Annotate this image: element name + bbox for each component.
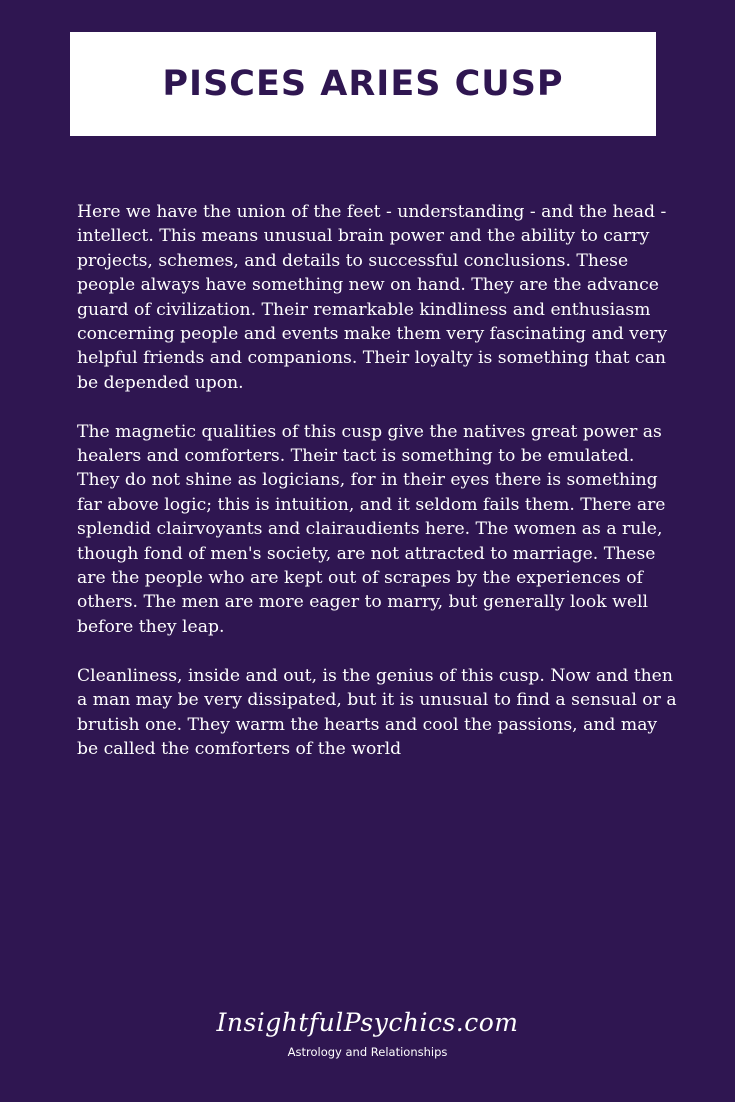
page-title: PISCES ARIES CUSP [162,64,564,104]
title-banner [70,32,656,136]
paragraph-1: Here we have the union of the feet - understanding - and the head - intellect. This means unusual brain power and the ability to carry projects, schemes, and details to successful conclusions. These people always have something new on hand. They are the advance guard of civilization. Their remarkable kindliness and enthusiasm concerning people and events make them very fascinating and very helpful friends and companions. Their loyalty is something that can be depended upon. [77,202,668,393]
site-tagline: Astrology and Relationships [287,1045,448,1059]
paragraph-2: The magnetic qualities of this cusp give the natives great power as healers and comforters. Their tact is something to be emulated. They do not shine as logicians, for in their eyes there is something far above logic; this is intuition, and it seldom fails them. There are splendid clairvoyants and clairaudients here. The women as a rule, though fond of men's society, are not attracted to marriage. These are the people who are kept out of scrapes by the experiences of others. The men are more eager to marry, but generally look well before they leap. [77,421,666,637]
article-body [77,200,677,786]
paragraph-3: Cleanliness, inside and out, is the genius of this cusp. Now and then a man may be very dissipated, but it is unusual to find a sensual or a brutish one. They warm the hearts and cool the passions, and may be called the comforters of the world [77,665,677,759]
footer-branding [0,1008,735,1059]
site-logo: InsightfulPsychics.com [216,1008,519,1037]
